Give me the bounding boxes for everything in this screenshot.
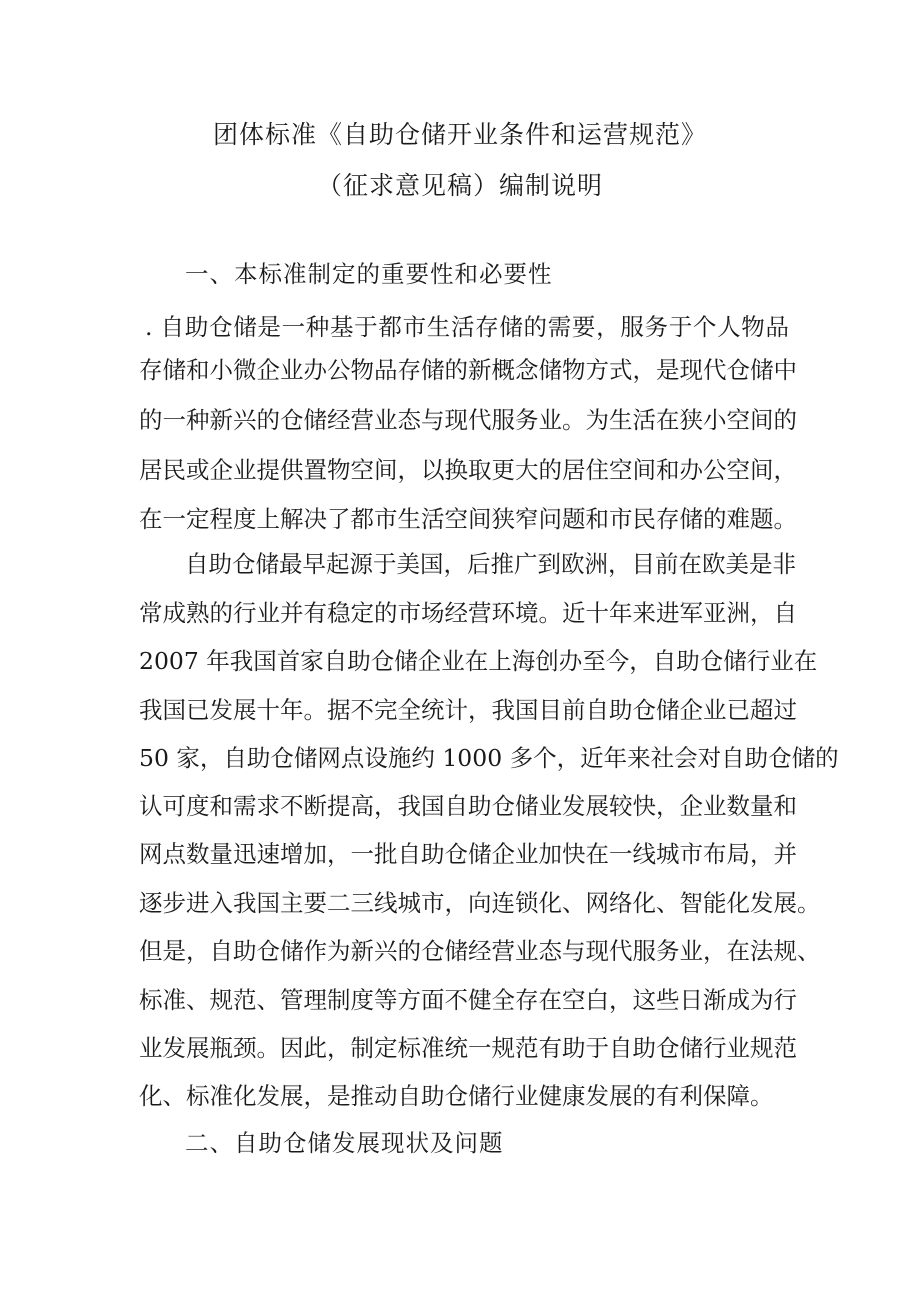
section-2-heading: 二、自助仓储发展现状及问题 <box>185 1129 504 1157</box>
paragraph-1-line: . 自助仓储是一种基于都市生活存储的需要，服务于个人物品 <box>145 313 789 341</box>
paragraph-2-line: 逐步进入我国主要二三线城市，向连锁化、网络化、智能化发展。 <box>139 889 821 917</box>
paragraph-2-line: 自助仓储最早起源于美国，后推广到欧洲，目前在欧美是非 <box>185 550 796 578</box>
paragraph-2-line: 我国已发展十年。据不完全统计，我国目前自助仓储企业已超过 <box>139 696 797 724</box>
document-subtitle: （征求意见稿）编制说明 <box>316 171 603 200</box>
paragraph-2-line: 业发展瓶颈。因此，制定标准统一规范有助于自助仓储行业规范 <box>139 1034 797 1062</box>
paragraph-2-line: 常成熟的行业并有稳定的市场经营环境。近十年来进军亚洲，自 <box>139 599 797 627</box>
paragraph-2-line: 网点数量迅速增加，一批自助仓储企业加快在一线城市布局，并 <box>139 840 797 868</box>
paragraph-2-line: 但是，自助仓储作为新兴的仓储经营业态与现代服务业，在法规、 <box>139 937 821 965</box>
paragraph-2-line: 2007 年我国首家自助仓储企业在上海创办至今，自助仓储行业在 <box>139 647 818 675</box>
section-1-heading: 一、本标准制定的重要性和必要性 <box>185 260 553 288</box>
paragraph-2-line: 认可度和需求不断提高，我国自助仓储业发展较快，企业数量和 <box>139 792 797 820</box>
paragraph-1-line: 存储和小微企业办公物品存储的新概念储物方式，是现代仓储中 <box>139 356 797 384</box>
paragraph-2-line: 化、标准化发展，是推动自助仓储行业健康发展的有利保障。 <box>139 1082 774 1110</box>
paragraph-1-line: 居民或企业提供置物空间，以换取更大的居住空间和办公空间， <box>139 456 797 484</box>
document-title: 团体标准《自助仓储开业条件和运营规范》 <box>212 120 707 149</box>
paragraph-1-line: 在一定程度上解决了都市生活空间狭窄问题和市民存储的难题。 <box>139 505 797 533</box>
paragraph-2-line: 50 家，自助仓储网点设施约 1000 多个，近年来社会对自助仓储的 <box>139 744 839 772</box>
paragraph-1-line: 的一种新兴的仓储经营业态与现代服务业。为生活在狭小空间的 <box>139 406 797 434</box>
paragraph-2-line: 标准、规范、管理制度等方面不健全存在空白，这些日渐成为行 <box>139 986 797 1014</box>
